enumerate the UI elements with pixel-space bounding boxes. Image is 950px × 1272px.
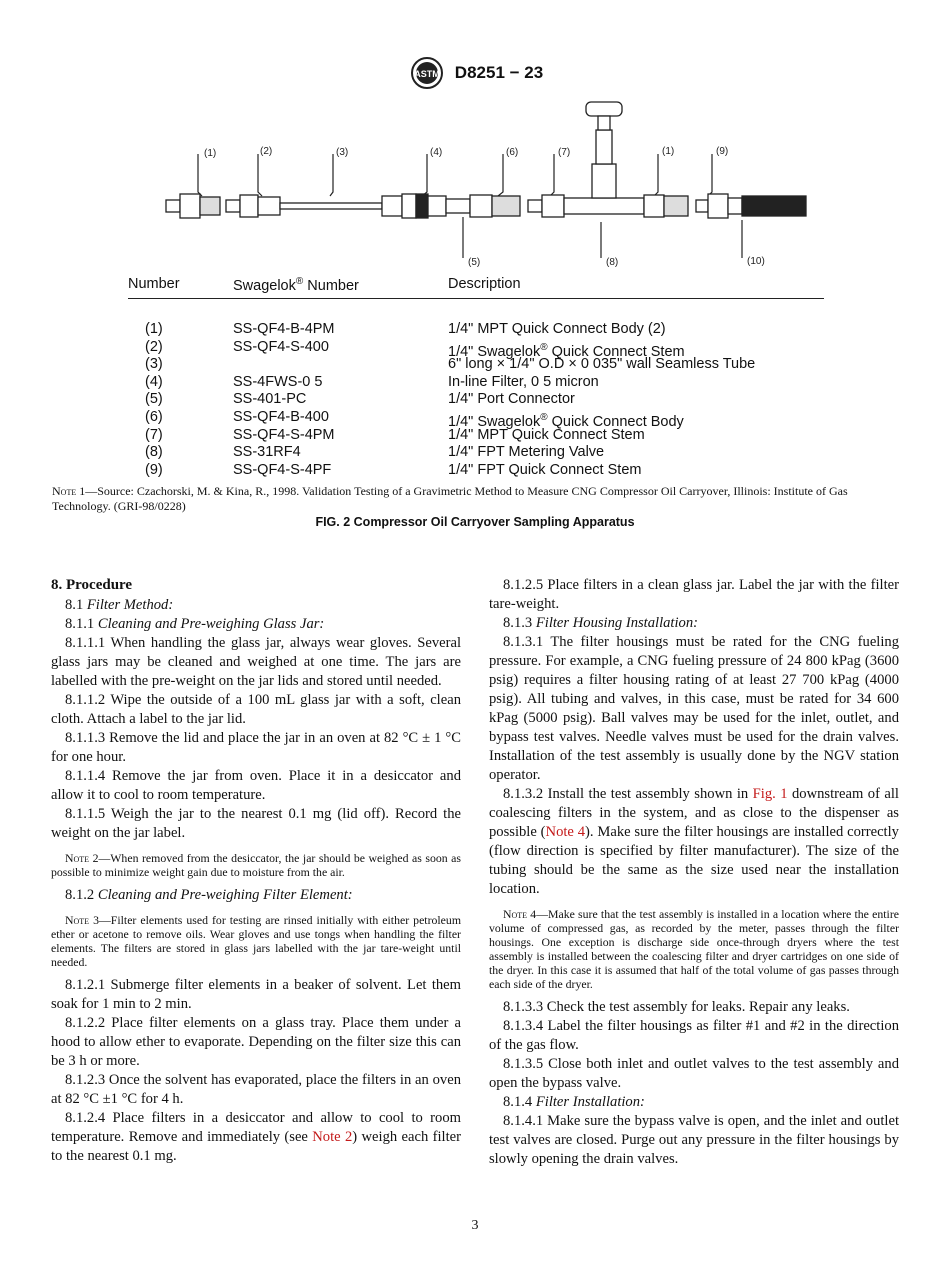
- para-8-1-1-1: 8.1.1.1 When handling the glass jar, always wear gloves. Several glass jars may be cleaned and weighed at one time. The jars are labelled with the pre-weight on the jar lids and stored until needed.: [51, 635, 461, 689]
- note-3: Note 3—Filter elements used for testing are rinsed initially with either petroleum ether or acetone to remove oils. Wear gloves and use tongs when handling the filter elements. The filters are stored in glass jars labelled with the jar tare-weight until needed.: [51, 913, 461, 969]
- callout-6: (6): [506, 147, 519, 158]
- note-2: Note 2—When removed from the desiccator, the jar should be weighed as soon as possible to minimize weight gain due to moisture from the air.: [51, 851, 461, 879]
- left-column: [51, 576, 461, 1166]
- callout-10: (10): [747, 256, 765, 267]
- section-heading: 8. Procedure: [51, 577, 133, 593]
- para-8-1-2-1: 8.1.2.1 Submerge filter elements in a beaker of solvent. Let them soak for 1 min to 2 min.: [51, 977, 461, 1012]
- parts-table-header: [128, 276, 824, 299]
- para-8-1-1-4: 8.1.1.4 Remove the jar from oven. Place it in a desiccator and allow it to cool to room temperature.: [51, 768, 461, 803]
- para-8-1-3-5: 8.1.3.5 Close both inlet and outlet valves to the test assembly and open the bypass valve.: [489, 1056, 899, 1091]
- para-8-1-2: 8.1.2 Cleaning and Pre-weighing Filter Element:: [65, 887, 353, 903]
- table-row: (4) SS-4FWS-0 5 In-line Filter, 0 5 micron: [145, 373, 599, 390]
- callout-1a: (1): [204, 148, 217, 159]
- para-8-1-2-3: 8.1.2.3 Once the solvent has evaporated, place the filters in an oven at 82 °C ±1 °C for 4 h.: [51, 1072, 461, 1107]
- table-row: (7) SS-QF4-S-4PM 1/4" MPT Quick Connect Stem: [145, 426, 645, 443]
- para-8-1-2-2: 8.1.2.2 Place filter elements on a glass tray. Place them under a hood to allow ether to evaporate. Depending on the filter size this can be 3 h or more.: [51, 1015, 461, 1069]
- para-8-1-2-4: 8.1.2.4 Place filters in a desiccator and allow to cool to room temperature. Remove and immediately (see Note 2) weigh each filter to the nearest 0.1 mg.: [51, 1110, 461, 1164]
- callout-2: (2): [260, 146, 273, 157]
- right-column: [489, 576, 899, 1169]
- parts-table-body: [128, 321, 824, 479]
- fig-1-link[interactable]: Fig. 1: [752, 786, 788, 802]
- para-8-1-4-1: 8.1.4.1 Make sure the bypass valve is open, and the inlet and outlet test valves are closed. Purge out any pressure in the filter housings by slowly opening the drain valves.: [489, 1113, 899, 1167]
- para-8-1-2-5: 8.1.2.5 Place filters in a clean glass jar. Label the jar with the filter tare-weight.: [489, 577, 899, 612]
- callout-7: (7): [558, 147, 571, 158]
- para-8-1-3-4: 8.1.3.4 Label the filter housings as filter #1 and #2 in the direction of the gas flow.: [489, 1018, 899, 1053]
- parts-table: [128, 276, 824, 479]
- apparatus-diagram: [150, 92, 810, 272]
- para-8-1-3: 8.1.3 Filter Housing Installation:: [503, 615, 698, 631]
- note-4-link[interactable]: Note 4: [545, 824, 586, 840]
- callout-4: (4): [430, 147, 443, 158]
- callout-1b: (1): [662, 146, 675, 157]
- page-number: 3: [471, 1218, 479, 1233]
- para-8-1-3-1: 8.1.3.1 The filter housings must be rated for the CNG fueling pressure. For example, a CNG fueling pressure of 24 800 kPag (3600 psig) requires a filter housing rating of at least 27 700 kPag (4000 psig). All tubing and valves, in this case, must be rated for 34 600 kPag (5000 psig). Ball valves may be used for the inlet, outlet, and bypass test valves. Needle valves must be used for the drain valves. Installation of the test assembly is usually done by the NGV station operator.: [489, 634, 899, 783]
- page-header: [0, 56, 950, 90]
- para-8-1-1-2: 8.1.1.2 Wipe the outside of a 100 mL glass jar with a soft, clean cloth. Attach a label to the jar lid.: [51, 692, 461, 727]
- table-row: (3) 6" long × 1/4" O.D × 0 035" wall Seamless Tube: [145, 356, 756, 373]
- astm-logo-icon: [407, 56, 447, 90]
- para-8-1-3-2: 8.1.3.2 Install the test assembly shown in Fig. 1 downstream of all coalescing filters in the system, and as close to the dispenser as possible (Note 4). Make sure the filter housings are installed correctly (flow direction is specified by filter manufacturer). The size of the tubing should be the same as the size used near the installation location.: [489, 786, 899, 897]
- figure-note: Note 1—Source: Czachorski, M. & Kina, R., 1998. Validation Testing of a Gravimetric Method to Measure CNG Compressor Oil Carryover, Illinois: Institute of Gas Technology. (GRI-98/0228): [52, 484, 848, 513]
- para-8-1-1: 8.1.1 Cleaning and Pre-weighing Glass Jar:: [65, 616, 325, 632]
- callout-5: (5): [468, 257, 481, 268]
- table-row: (2) SS-QF4-S-400 1/4" Swagelok® Quick Connect Stem: [145, 338, 685, 360]
- callout-3: (3): [336, 147, 349, 158]
- callout-9: (9): [716, 146, 729, 157]
- table-row: (6) SS-QF4-B-400 1/4" Swagelok® Quick Connect Body: [145, 408, 684, 430]
- table-row: (8) SS-31RF4 1/4" FPT Metering Valve: [145, 444, 605, 461]
- para-8-1-1-5: 8.1.1.5 Weigh the jar to the nearest 0.1 mg (lid off). Record the weight on the jar label.: [51, 806, 461, 841]
- standard-designation: D8251 − 23: [454, 63, 544, 82]
- table-row: (9) SS-QF4-S-4PF 1/4" FPT Quick Connect Stem: [145, 461, 642, 478]
- figure-caption: FIG. 2 Compressor Oil Carryover Sampling Apparatus: [315, 515, 635, 529]
- para-8-1-1-3: 8.1.1.3 Remove the lid and place the jar in an oven at 82 °C ± 1 °C for one hour.: [51, 730, 461, 765]
- para-8-1: 8.1 Filter Method:: [65, 597, 174, 613]
- callout-8: (8): [606, 257, 619, 268]
- para-8-1-3-3: 8.1.3.3 Check the test assembly for leaks. Repair any leaks.: [503, 999, 850, 1015]
- col-description-header: Description: [448, 276, 521, 292]
- note-4: Note 4—Make sure that the test assembly is installed in a location where the entire volume of compressed gas, as recorded by the meter, passes through the filter housings. One exception is discharge side once-through dryers where the test assembly is installed between the coalescing filter and dryer cartridges on one side of the dryer. In this case it is assumed that half of the total volume of gas passes through each side of the dryer.: [489, 907, 899, 991]
- table-row: (5) SS-401-PC 1/4" Port Connector: [145, 391, 575, 408]
- para-8-1-4: 8.1.4 Filter Installation:: [503, 1094, 645, 1110]
- col-number-header: Number: [128, 276, 180, 292]
- note-2-link[interactable]: Note 2: [312, 1129, 353, 1145]
- col-swagelok-header: Swagelok® Number: [233, 276, 359, 294]
- svg-text:ASTM: ASTM: [414, 69, 440, 79]
- table-row: (1) SS-QF4-B-4PM 1/4" MPT Quick Connect Body (2): [145, 321, 666, 337]
